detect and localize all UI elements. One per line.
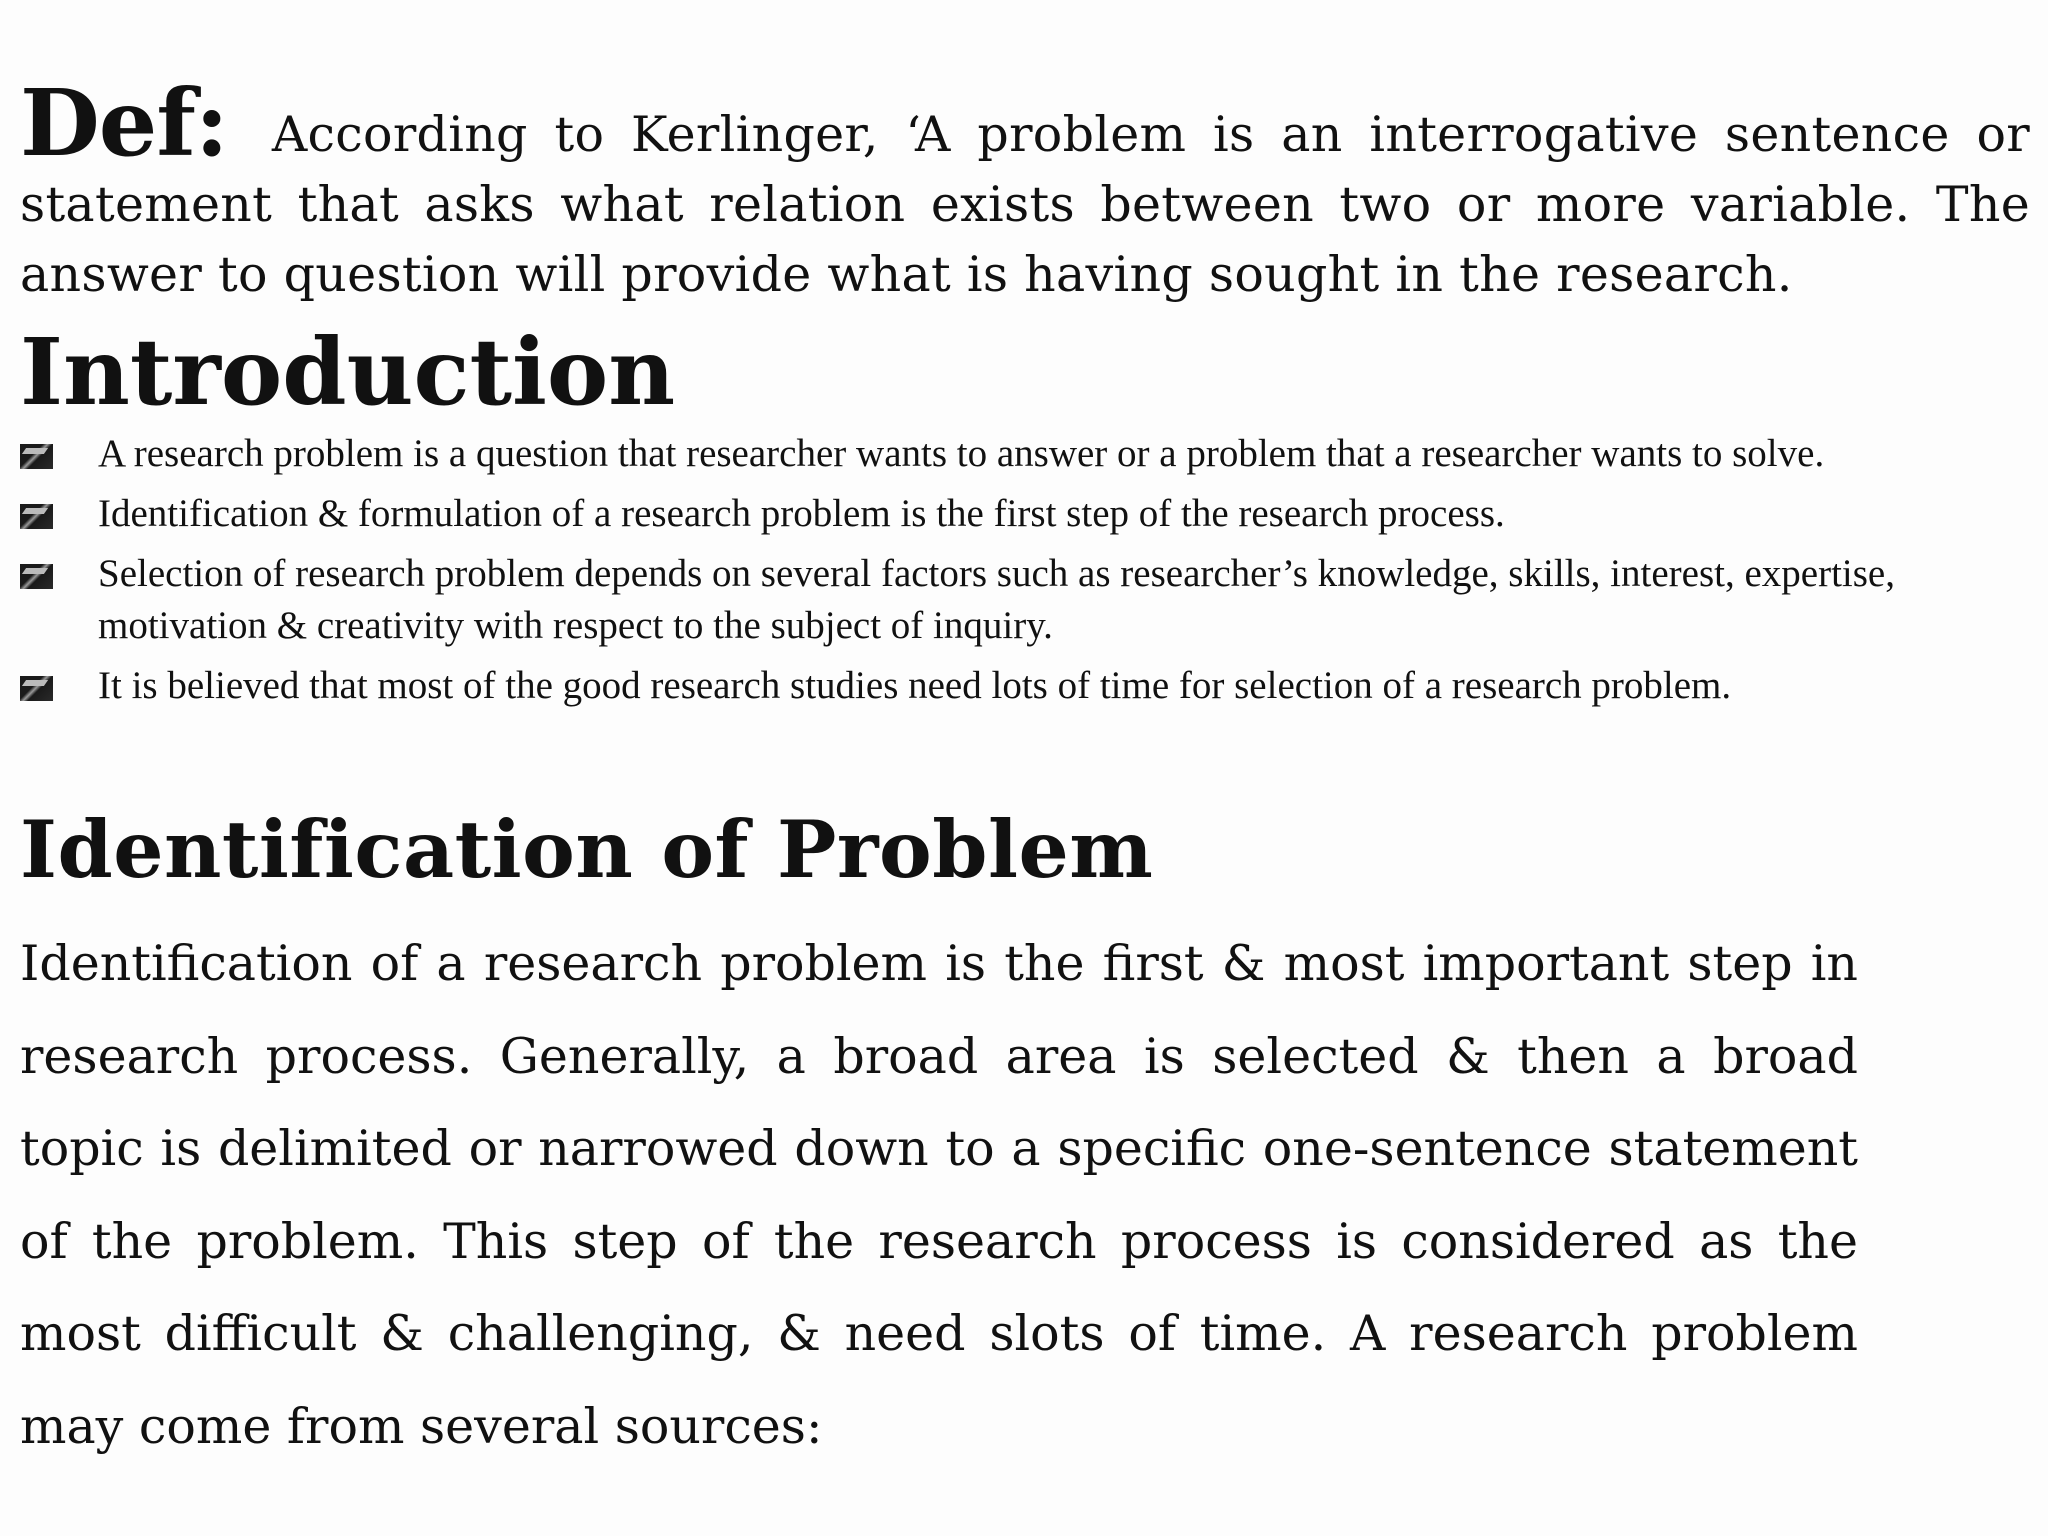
definition-text: According to Kerlinger, ‘A problem is an interrogative sentence or statement that asks what relation exists between two or more variable. The answer to question will provide what is having sought in the research. — [20, 106, 2030, 303]
square-bullet-icon — [20, 504, 53, 529]
definition-label: Def: — [20, 69, 228, 177]
list-item-text: It is believed that most of the good research studies need lots of time for selection of a research problem. — [98, 664, 1732, 707]
identification-paragraph: Identification of a research problem is the first & most important step in research process. Generally, a broad area is selected & then a broad topic is delimited or narrowed down to a specific one-sentence statement of the problem. This step of the research process is considered as the most difficult & challenging, & need slots of time. A research problem may come from several sources: — [20, 935, 1858, 1455]
list-item — [20, 488, 1980, 540]
list-item — [20, 548, 1980, 652]
list-item-text: Selection of research problem depends on several factors such as researcher’s knowledge, skills, interest, expertise, motivation & creativity with respect to the subject of inquiry. — [98, 552, 1895, 647]
square-bullet-icon — [20, 676, 53, 701]
identification-heading: Identification of Problem — [20, 803, 1154, 896]
introduction-list — [20, 428, 1980, 720]
list-item — [20, 660, 1980, 712]
list-item-text: Identification & formulation of a research problem is the first step of the research process. — [98, 492, 1505, 535]
list-item — [20, 428, 1980, 480]
list-item-text: A research problem is a question that researcher wants to answer or a problem that a researcher wants to solve. — [98, 432, 1825, 475]
square-bullet-icon — [20, 564, 53, 589]
square-bullet-icon — [20, 444, 53, 469]
definition-paragraph — [20, 69, 2030, 310]
introduction-heading: Introduction — [20, 318, 676, 426]
